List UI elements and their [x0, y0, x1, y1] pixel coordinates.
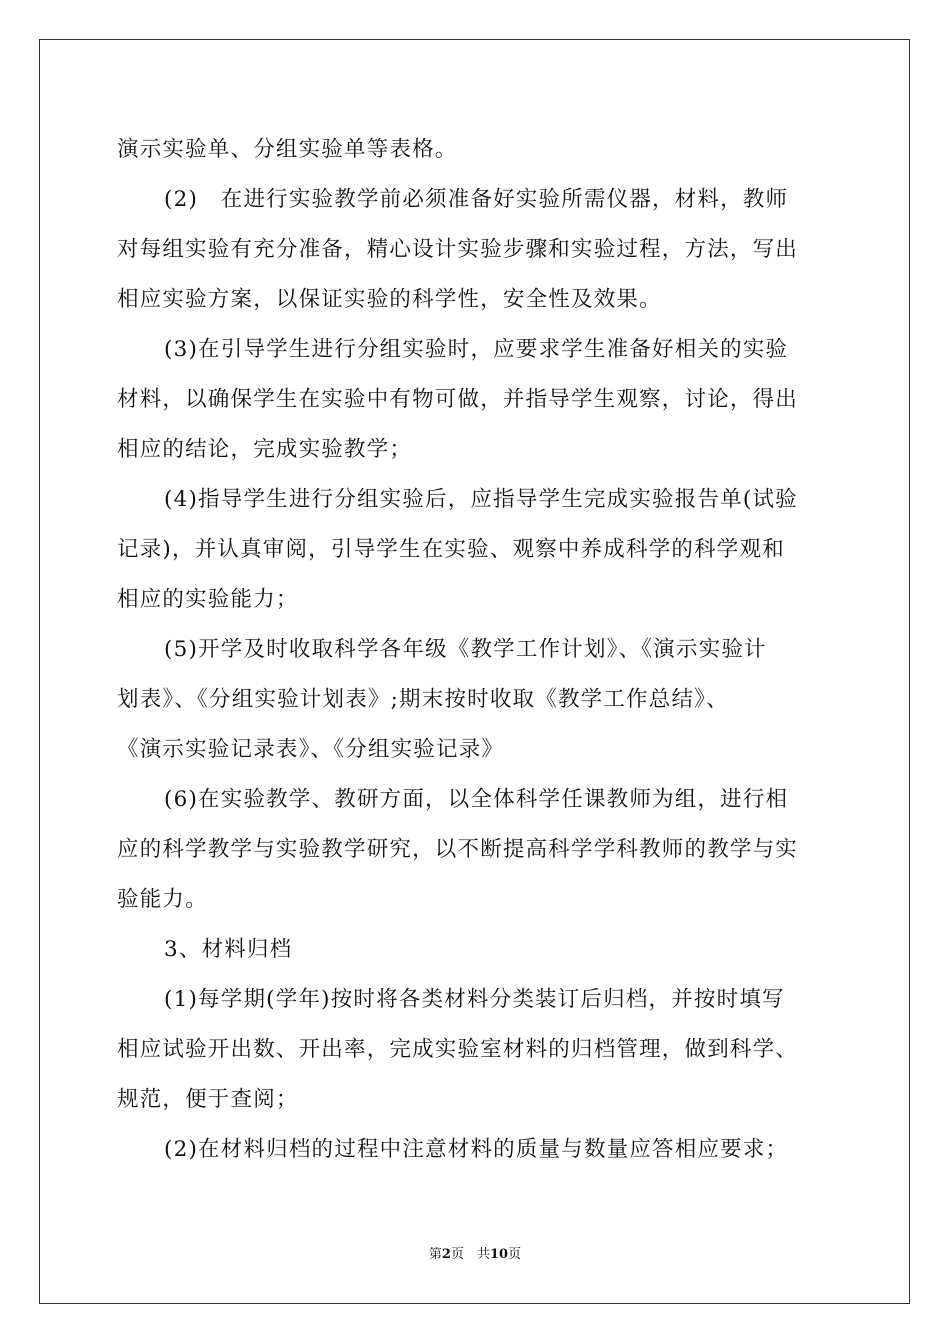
text-line: 对每组实验有充分准备，精心设计实验步骤和实验过程，方法，写出 [117, 237, 799, 262]
text-line: 相应试验开出数、开出率，完成实验室材料的归档管理，做到科学、 [117, 1037, 799, 1062]
text-line: (6)在实验教学、教研方面，以全体科学任课教师为组，进行相 [164, 787, 789, 812]
text-line: (4)指导学生进行分组实验后，应指导学生完成实验报告单(试验 [164, 487, 798, 512]
text-line: 相应的结论，完成实验教学； [117, 437, 413, 462]
text-line: (2)在材料归档的过程中注意材料的质量与数量应答相应要求； [164, 1137, 789, 1162]
section-heading: 3、材料归档 [164, 937, 293, 962]
text-line: (2) 在进行实验教学前必须准备好实验所需仪器，材料，教师 [164, 187, 789, 212]
text-line: 相应的实验能力； [117, 587, 299, 612]
text-line: 《演示实验记录表》、《分组实验记录》 [117, 737, 505, 762]
text-line: 规范，便于查阅； [117, 1087, 299, 1112]
text-line: 相应实验方案，以保证实验的科学性，安全性及效果。 [117, 287, 662, 312]
text-line: 演示实验单、分组实验单等表格。 [117, 137, 458, 162]
footer-prefix: 第 [428, 1247, 442, 1262]
text-line: 划表》、《分组实验计划表》;期末按时收取《教学工作总结》、 [117, 687, 729, 712]
page-footer [0, 1245, 950, 1265]
text-line: 应的科学教学与实验教学研究，以不断提高科学学科教师的教学与实 [117, 837, 799, 862]
total-pages: 10 [489, 1247, 509, 1262]
text-line: (1)每学期(学年)按时将各类材料分类装订后归档，并按时填写 [164, 987, 785, 1012]
text-line: (5)开学及时收取科学各年级《教学工作计划》、《演示实验计 [164, 637, 767, 662]
text-line: 验能力。 [117, 887, 208, 912]
text-line: 记录)，并认真审阅，引导学生在实验、观察中养成科学的科学观和 [117, 537, 785, 562]
text-line: (3)在引导学生进行分组实验时，应要求学生准备好相关的实验 [164, 337, 789, 362]
text-line: 材料，以确保学生在实验中有物可做，并指导学生观察，讨论，得出 [117, 387, 799, 412]
footer-suffix: 页 [508, 1247, 522, 1262]
footer-mid: 页 共 [450, 1247, 490, 1262]
page-number: 2 [441, 1247, 451, 1262]
